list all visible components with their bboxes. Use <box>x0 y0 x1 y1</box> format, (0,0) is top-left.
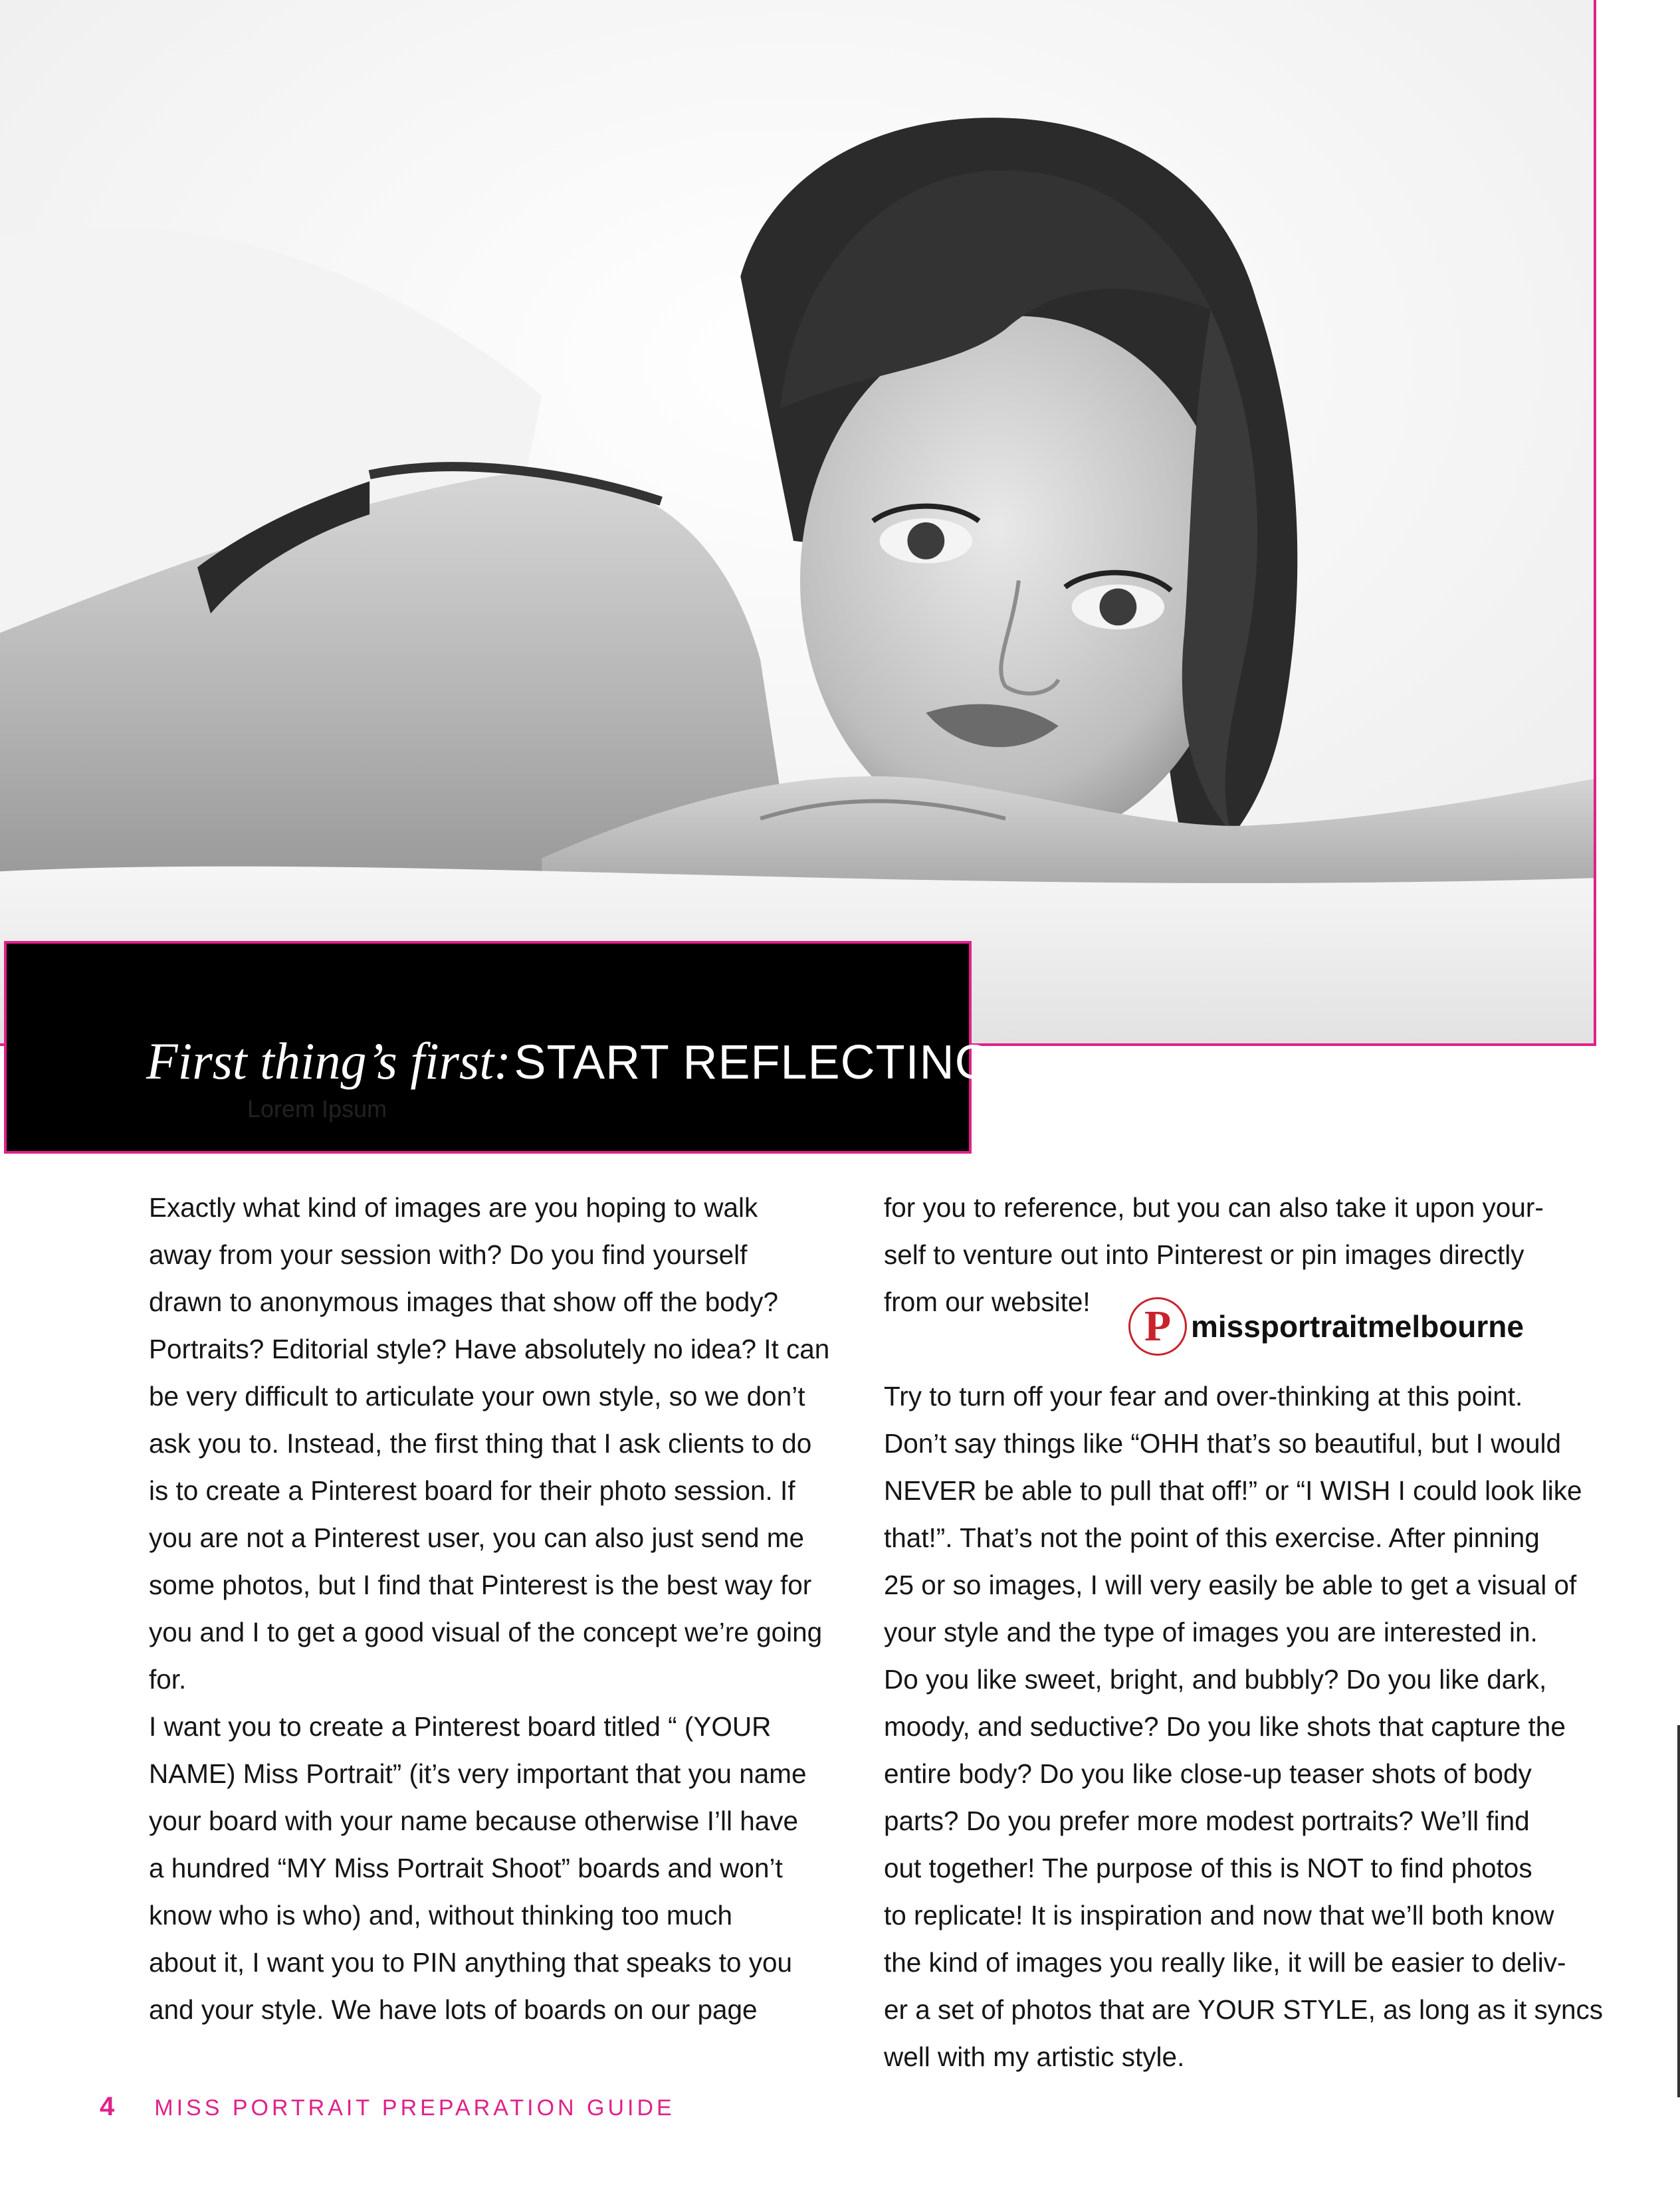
section-title-banner <box>4 941 993 1154</box>
guide-title: MISS PORTRAIT PREPARATION GUIDE <box>154 2095 675 2121</box>
heading-italic: First thing’s first: <box>146 1032 512 1090</box>
paragraph-intro: Exactly what kind of images are you hoping to walk away from your session with? Do you find yourself drawn to anonymous images that show off the body? Portraits? Editorial style? Have absolutely no idea? It can be very difficult to articulate your own style, so we don’t ask you to. Instead, the first thing that I ask clients to do is to create a Pinterest board for their photo session. If you are not a Pinterest user, you can also just send me some photos, but I find that Pinterest is the best way for you and I to get a good visual of the concept we’re going for. <box>149 1192 830 1695</box>
edge-rule <box>1677 1725 1680 2097</box>
body-column-left <box>149 1184 860 2034</box>
pinterest-link[interactable] <box>1128 1297 1524 1356</box>
paragraph-reflection: Try to turn off your fear and over-thinking at this point. Don’t say things like “OHH that’s so beautiful, but I would NEVER be able to pull that off!” or “I WISH I could look like that!”. That’s not the point of this exercise. After pinning 25 or so images, I will very easily be able to get a visual of your style and the type of images you are interested in. Do you like sweet, bright, and bubbly? Do you like dark, moody, and seductive? Do you like shots that capture the entire body? Do you like close-up teaser shots of body parts? Do you prefer more modest portraits? We’ll find out together! The purpose of this is NOT to find photos to replicate! It is inspiration and now that we’ll both know the kind of images you really like, it will be easier to deliv- er a set of photos that are YOUR STYLE, as long as it syncs well with my artistic style. <box>884 1381 1604 2072</box>
paragraph-reference: for you to reference, but you can also take it upon your- self to venture out into Pinterest or pin images directly from our website! <box>884 1192 1544 1317</box>
section-heading <box>146 1031 993 1091</box>
pinterest-icon: P <box>1128 1297 1187 1356</box>
paragraph-board-instructions: I want you to create a Pinterest board titled “ (YOUR NAME) Miss Portrait” (it’s very important that you name your board with your name because otherwise I’ll have a hundred “MY Miss Portrait Shoot” boards and won’t know who is who) and, without thinking too much about it, I want you to PIN anything that speaks to you and your style. We have lots of boards on our page <box>149 1711 807 2025</box>
placeholder-text: Lorem Ipsum <box>247 1095 387 1122</box>
page-number: 4 <box>100 2092 115 2121</box>
pinterest-handle: missportraitmelbourne <box>1191 1309 1524 1344</box>
hero-photo-frame <box>0 0 1596 1046</box>
heading-caps: START REFLECTING <box>514 1036 993 1089</box>
page-footer <box>100 2092 675 2122</box>
portrait-photo <box>0 0 1594 1043</box>
